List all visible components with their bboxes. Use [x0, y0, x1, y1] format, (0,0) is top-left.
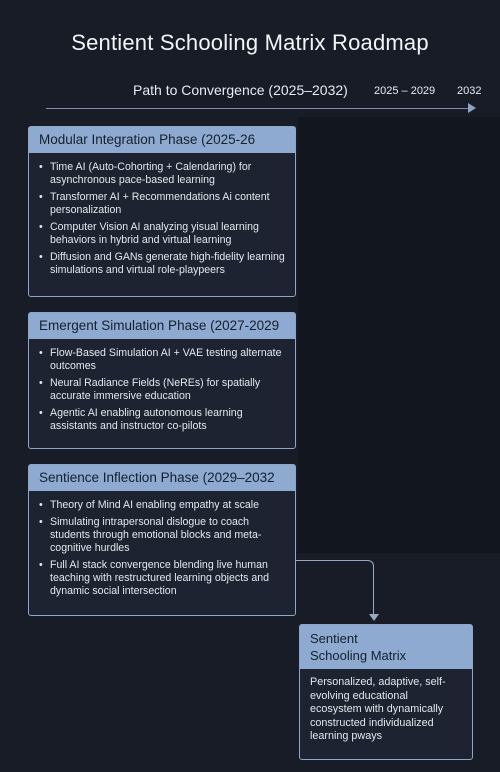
- phase-item-list: [29, 339, 295, 441]
- timeline-arrow-line: [46, 108, 470, 109]
- phase-item: • Time AI (Auto-Cohorting + Calendaring) for asynchronous pace-based learning: [50, 161, 287, 187]
- phase-item-list: [29, 491, 295, 606]
- timeline-label: Path to Convergence (2025–2032): [133, 82, 348, 98]
- phase-card-sentience-inflection: [28, 464, 296, 616]
- phase-item: • Transformer AI + Recommendations Ai content personalization: [50, 191, 287, 217]
- phase-title: Emergent Simulation Phase (2027-2029: [29, 313, 295, 339]
- result-title-line1: Sentient: [310, 631, 358, 646]
- phase-item: • Full AI stack convergence blending live human teaching with restructured learning objects and dynamic social intersection: [50, 559, 287, 598]
- phase-item: • Diffusion and GANs generate high-fidelity learning simulations and virtual role-playpeers: [50, 251, 287, 277]
- phase-item: • Flow-Based Simulation AI + VAE testing alternate outcomes: [50, 347, 287, 373]
- result-description: Personalized, adaptive, self-evolving educational ecosystem with dynamically constructed individualized learning pways: [310, 676, 446, 742]
- phase-item-list: [29, 153, 295, 285]
- phase-title: Sentience Inflection Phase (2029–2032: [29, 465, 295, 491]
- phase-item: • Simulating intrapersonal dislogue to coach students through emotional blocks and meta-cognitive hurdles: [50, 516, 287, 555]
- background-panel: [298, 117, 500, 553]
- phase-title: Modular Integration Phase (2025-26: [29, 127, 295, 153]
- phase-card-emergent-simulation: [28, 312, 296, 449]
- result-title-line2: Schooling Matrix: [310, 648, 407, 663]
- result-title: [300, 625, 472, 669]
- timeline-end-label: 2032: [457, 85, 482, 97]
- phase-item: • Computer Vision AI analyzing yisual learning behaviors in hybrid and virtual learning: [50, 221, 287, 247]
- result-card-sentient-schooling-matrix: [299, 624, 473, 760]
- connector-arrow-head-icon: [369, 614, 379, 621]
- phase-item: • Neural Radiance Fields (NeREs) for spatially accurate immersive education: [50, 377, 287, 403]
- phase-card-modular-integration: [28, 126, 296, 297]
- phase-item: • Agentic AI enabling autonomous learning assistants and instructor co-pilots: [50, 407, 287, 433]
- timeline-range-label: 2025 – 2029: [374, 85, 436, 97]
- connector-line: [296, 560, 374, 615]
- page-title: Sentient Schooling Matrix Roadmap: [71, 30, 429, 55]
- timeline-arrow-head-icon: [468, 103, 476, 113]
- phase-item: • Theory of Mind AI enabling empathy at scale: [50, 499, 287, 512]
